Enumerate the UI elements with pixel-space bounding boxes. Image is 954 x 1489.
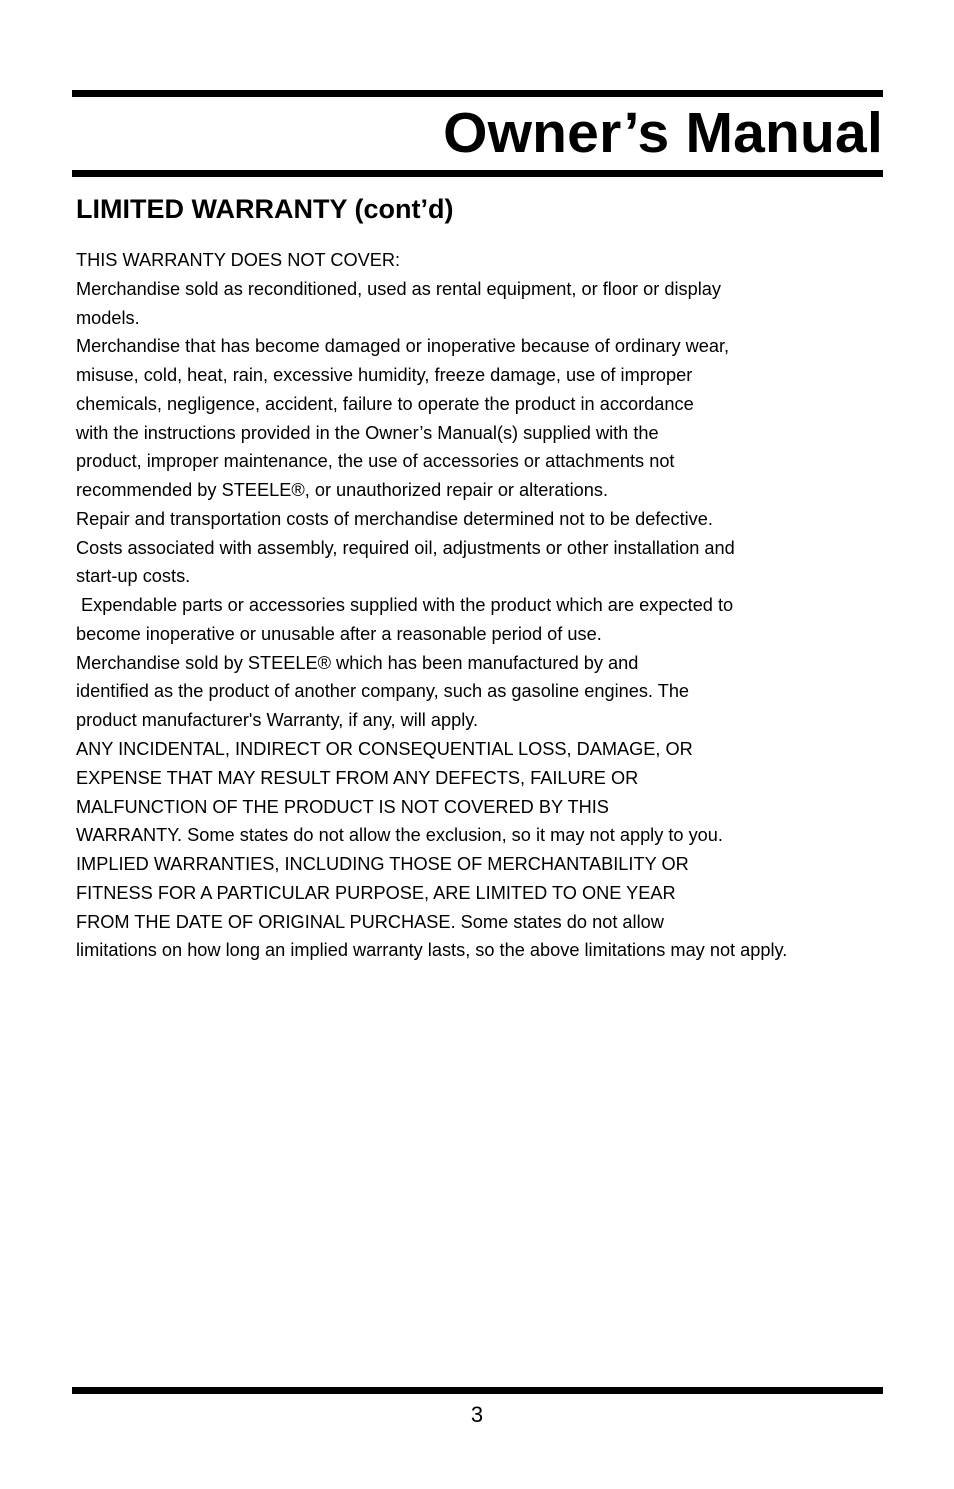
text-line: MALFUNCTION OF THE PRODUCT IS NOT COVERED BY THIS <box>76 796 609 817</box>
warranty-text <box>76 246 896 965</box>
text-line: chemicals, negligence, accident, failure to operate the product in accordance <box>76 393 694 414</box>
text-line: Merchandise sold by STEELE® which has been manufactured by and <box>76 652 639 673</box>
text-line: IMPLIED WARRANTIES, INCLUDING THOSE OF MERCHANTABILITY OR <box>76 854 689 875</box>
page-title: Owner’s Manual <box>443 101 883 165</box>
text-line: recommended by STEELE®, or unauthorized repair or alterations. <box>76 480 609 501</box>
header-top-rule <box>72 90 883 97</box>
text-line: ANY INCIDENTAL, INDIRECT OR CONSEQUENTIAL LOSS, DAMAGE, OR <box>76 739 693 760</box>
text-line: Merchandise sold as reconditioned, used as rental equipment, or floor or display <box>76 278 722 299</box>
text-line: start-up costs. <box>76 566 191 587</box>
text-line: FITNESS FOR A PARTICULAR PURPOSE, ARE LIMITED TO ONE YEAR <box>76 882 676 903</box>
text-line: Repair and transportation costs of merchandise determined not to be defective. <box>76 508 713 529</box>
text-line: product, improper maintenance, the use of accessories or attachments not <box>76 451 675 472</box>
text-line: identified as the product of another company, such as gasoline engines. The <box>76 681 690 702</box>
text-line: WARRANTY. Some states do not allow the exclusion, so it may not apply to you. <box>76 825 723 846</box>
header-bottom-rule <box>72 170 883 177</box>
footer-rule <box>72 1387 883 1394</box>
text-line: FROM THE DATE OF ORIGINAL PURCHASE. Some states do not allow <box>76 911 664 932</box>
text-line: Costs associated with assembly, required oil, adjustments or other installation and <box>76 537 735 558</box>
section-title: LIMITED WARRANTY (cont’d) <box>76 194 454 224</box>
text-line: EXPENSE THAT MAY RESULT FROM ANY DEFECTS, FAILURE OR <box>76 767 639 788</box>
text-line: limitations on how long an implied warranty lasts, so the above limitations may not apply. <box>76 940 788 961</box>
text-line: become inoperative or unusable after a reasonable period of use. <box>76 623 602 644</box>
text-line: with the instructions provided in the Owner’s Manual(s) supplied with the <box>76 422 659 443</box>
text-line: Expendable parts or accessories supplied with the product which are expected to <box>76 595 734 616</box>
text-line: models. <box>76 307 140 328</box>
text-line: product manufacturer's Warranty, if any, will apply. <box>76 710 479 731</box>
page-number: 3 <box>470 1402 484 1427</box>
text-line: THIS WARRANTY DOES NOT COVER: <box>76 250 401 270</box>
text-line: Merchandise that has become damaged or inoperative because of ordinary wear, <box>76 336 730 357</box>
text-line: misuse, cold, heat, rain, excessive humidity, freeze damage, use of improper <box>76 365 693 386</box>
